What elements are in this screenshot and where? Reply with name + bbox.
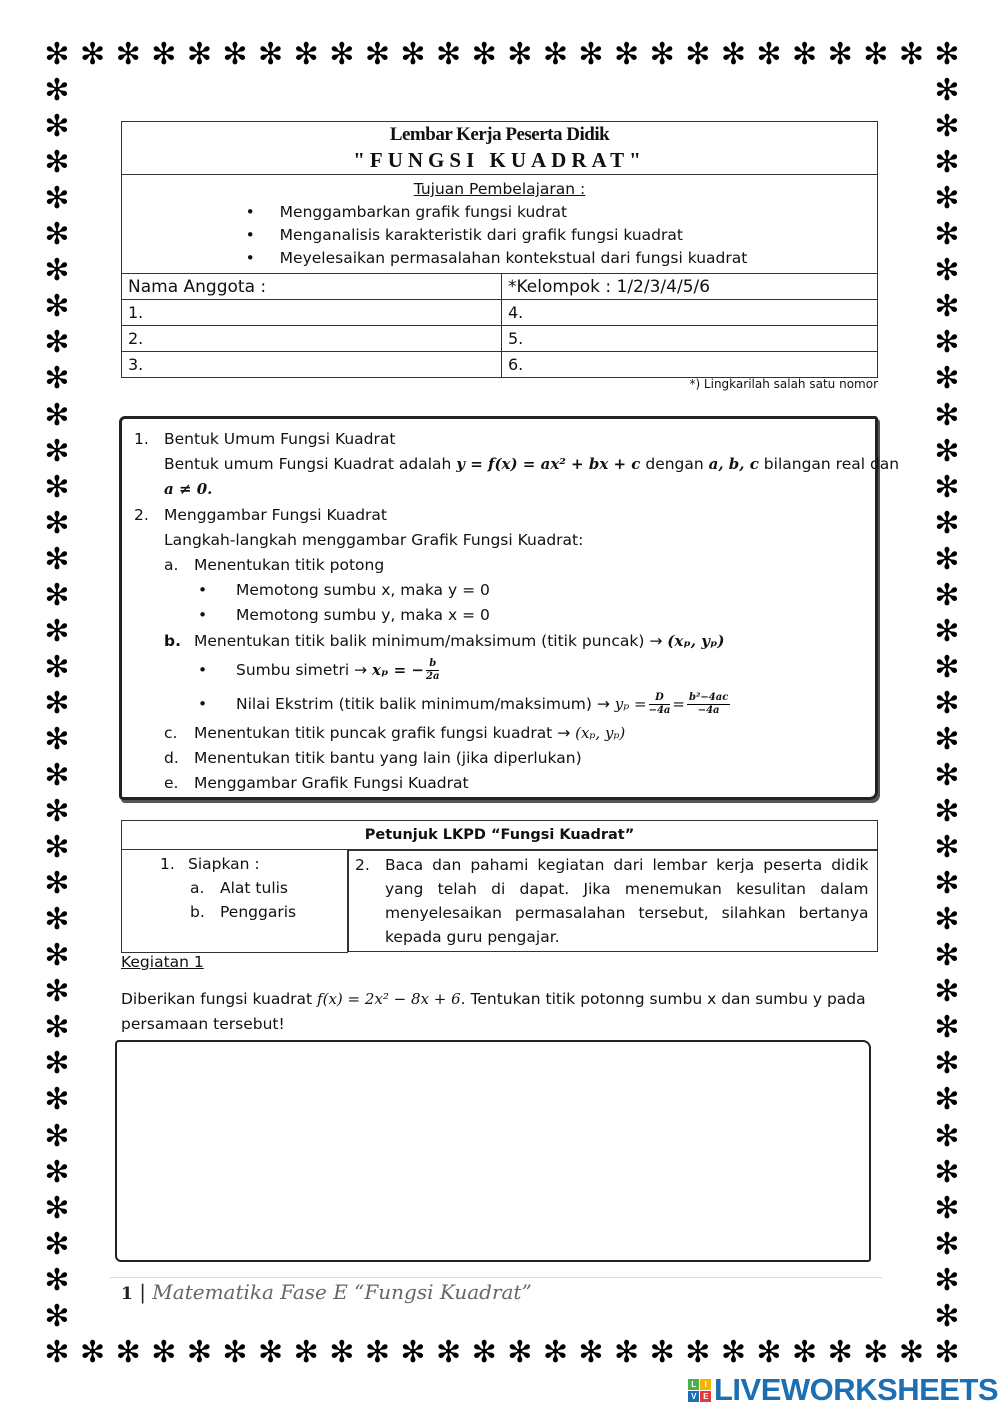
star-border-icon: ✻ xyxy=(934,325,960,361)
text: Bentuk umum Fungsi Kuadrat adalah xyxy=(164,455,457,474)
footer-text: Matematika Fase E “Fungsi Kuadrat” xyxy=(152,1280,532,1304)
star-border-icon: ✻ xyxy=(44,758,70,793)
instruction-text: Baca dan pahami kegiatan dari lembar kerja peserta didik yang telah di dapat. Jika menemukan kesulitan dalam menyelesaikan permasalahan tersebut, silahkan bertanya kepada guru pengajar. xyxy=(385,856,869,946)
star-border-icon: ✻ xyxy=(934,109,960,145)
star-border-icon: ✻ xyxy=(44,902,70,938)
star-border-icon: ✻ xyxy=(934,577,960,613)
star-border-icon: ✻ xyxy=(44,469,70,505)
star-border-icon: ✻ xyxy=(863,1335,889,1370)
star-border-icon: ✻ xyxy=(115,37,141,72)
bullet-text: Nilai Ekstrim (titik balik minimum/maksimum) → xyxy=(236,694,615,713)
star-border-icon: ✻ xyxy=(44,253,70,289)
fraction xyxy=(649,692,671,717)
star-border-icon: ✻ xyxy=(44,613,70,649)
step-text: Menentukan titik balik minimum/maksimum (titik puncak) → xyxy=(194,631,668,650)
star-border-icon: ✻ xyxy=(44,1118,70,1154)
star-border-icon: ✻ xyxy=(792,37,818,72)
star-border-icon: ✻ xyxy=(44,685,70,721)
star-border-icon: ✻ xyxy=(827,37,853,72)
member-field-3[interactable]: 3. xyxy=(122,352,502,378)
group-label: *Kelompok : 1/2/3/4/5/6 xyxy=(502,274,878,300)
star-border-icon: ✻ xyxy=(44,181,70,217)
star-border-icon: ✻ xyxy=(329,1335,355,1370)
star-border-icon: ✻ xyxy=(934,37,960,72)
star-border-icon: ✻ xyxy=(400,1335,426,1370)
material-box: 1. Bentuk Umum Fungsi Kuadrat Bentuk umum Fungsi Kuadrat adalah y = f(x) = ax² + bx + c dengan a, b, c bilangan real dan a ≠ 0. 2. Menggambar Fungsi Kuadrat Langkah-langkah menggambar Grafik Fungsi Kuadrat: a. Menentukan titik potong • Memotong sumbu x, maka y = 0 • Memotong sumbu y, maka x = 0 b. Menentukan titik balik minimum/maksimum (titik puncak) → (xₚ, yₚ) • Sumbu simetri → xₚ = − $\frac{b}{2a}$ • Nilai Ekstrim (titik balik minimum/maksimum) → yₚ = $\frac{D}{-4a}$ = $\frac{\text{b²−4ac}}{-4a}$ c. Menentukan titik puncak grafik fungsi kuadrat → (xₚ, yₚ) d. Menentukan titik bantu yang lain (jika diperlukan) e. Menggambar Grafik Fungsi Kuadrat xyxy=(119,416,878,800)
denominator: 2a xyxy=(425,670,440,682)
item-title: Siapkan : xyxy=(188,855,260,873)
star-border-icon: ✻ xyxy=(614,37,640,72)
item-number: 2. xyxy=(355,856,370,874)
step-letter: a. xyxy=(164,555,179,574)
star-border-icon: ✻ xyxy=(44,325,70,361)
answer-box[interactable] xyxy=(115,1040,871,1262)
step-text: Menggambar Grafik Fungsi Kuadrat xyxy=(194,774,469,793)
star-border-icon: ✻ xyxy=(44,1335,70,1370)
star-border-icon: ✻ xyxy=(44,974,70,1010)
star-border-icon: ✻ xyxy=(507,1335,533,1370)
variables: a, b, c xyxy=(708,455,759,474)
bullet-text: Memotong sumbu y, maka x = 0 xyxy=(236,606,490,625)
star-border-icon: ✻ xyxy=(934,613,960,649)
star-border-icon: ✻ xyxy=(44,1154,70,1190)
star-border-icon: ✻ xyxy=(934,1154,960,1190)
star-border-icon: ✻ xyxy=(44,938,70,974)
star-border-icon: ✻ xyxy=(507,37,533,72)
star-border-icon: ✻ xyxy=(685,1335,711,1370)
star-border-icon: ✻ xyxy=(934,1082,960,1118)
member-field-6[interactable]: 6. xyxy=(502,352,878,378)
numerator: D xyxy=(649,692,671,705)
star-border-icon: ✻ xyxy=(44,1082,70,1118)
logo-icon: L I V E xyxy=(688,1379,711,1402)
star-border-icon: ✻ xyxy=(934,253,960,289)
goals-title: Tujuan Pembelajaran : xyxy=(413,180,586,198)
section-number: 2. xyxy=(134,505,149,524)
star-border-icon: ✻ xyxy=(934,1118,960,1154)
star-border-icon: ✻ xyxy=(934,361,960,397)
star-border-icon: ✻ xyxy=(293,37,319,72)
step-letter: b. xyxy=(164,631,181,650)
star-border-icon: ✻ xyxy=(44,1010,70,1046)
star-border-icon: ✻ xyxy=(151,1335,177,1370)
star-border-icon: ✻ xyxy=(471,37,497,72)
star-border-icon: ✻ xyxy=(44,109,70,145)
star-border-icon: ✻ xyxy=(44,217,70,253)
star-border-icon: ✻ xyxy=(80,37,106,72)
star-border-icon: ✻ xyxy=(44,794,70,830)
star-border-icon: ✻ xyxy=(649,1335,675,1370)
star-border-icon: ✻ xyxy=(258,1335,284,1370)
star-border-icon: ✻ xyxy=(44,37,70,72)
item-number: 1. xyxy=(160,855,175,873)
star-border-icon: ✻ xyxy=(578,37,604,72)
star-border-icon: ✻ xyxy=(44,577,70,613)
instructions-table xyxy=(121,820,878,953)
vertex-point: (xₚ, yₚ) xyxy=(667,631,725,650)
numerator: b²−4ac xyxy=(689,691,729,703)
instructions-title: Petunjuk LKPD “Fungsi Kuadrat” xyxy=(122,821,878,850)
star-border-icon: ✻ xyxy=(186,1335,212,1370)
star-border-icon: ✻ xyxy=(44,73,70,109)
star-border-icon: ✻ xyxy=(44,361,70,397)
text: Diberikan fungsi kuadrat xyxy=(121,990,318,1008)
star-border-icon: ✻ xyxy=(649,37,675,72)
star-border-icon: ✻ xyxy=(934,1046,960,1082)
star-border-icon: ✻ xyxy=(934,1190,960,1226)
star-border-icon: ✻ xyxy=(934,649,960,685)
star-border-icon: ✻ xyxy=(934,938,960,974)
star-border-icon: ✻ xyxy=(44,866,70,902)
star-border-icon: ✻ xyxy=(934,1335,960,1370)
footnote: *) Lingkarilah salah satu nomor xyxy=(689,377,878,391)
star-border-icon: ✻ xyxy=(44,397,70,433)
page-number: 1 xyxy=(121,1284,133,1304)
star-border-icon: ✻ xyxy=(934,866,960,902)
item-text: Penggaris xyxy=(220,903,297,921)
text: . Tentukan titik potonng sumbu x dan sumbu y pada persamaan tersebut! xyxy=(121,990,866,1033)
star-border-icon: ✻ xyxy=(827,1335,853,1370)
goal-item: • Menggambarkan grafik fungsi kudrat xyxy=(252,201,748,224)
star-border-icon: ✻ xyxy=(934,685,960,721)
footer-divider xyxy=(110,1277,882,1278)
star-border-icon: ✻ xyxy=(44,145,70,181)
star-border-icon: ✻ xyxy=(934,289,960,325)
general-formula: y = f(x) = ax² + bx + c xyxy=(456,455,641,474)
star-border-icon: ✻ xyxy=(436,37,462,72)
star-border-icon: ✻ xyxy=(614,1335,640,1370)
star-border-icon: ✻ xyxy=(934,721,960,757)
star-border-icon: ✻ xyxy=(934,505,960,541)
step-letter: e. xyxy=(164,774,179,793)
item-text: Alat tulis xyxy=(220,879,289,897)
star-border-icon: ✻ xyxy=(934,830,960,866)
step-text: Menentukan titik potong xyxy=(194,555,385,574)
star-border-icon: ✻ xyxy=(720,1335,746,1370)
star-border-icon: ✻ xyxy=(364,37,390,72)
star-border-icon: ✻ xyxy=(329,37,355,72)
fraction xyxy=(426,658,439,683)
star-border-icon: ✻ xyxy=(934,433,960,469)
header-table xyxy=(121,121,878,378)
formula: yₚ = xyxy=(614,694,647,713)
star-border-icon: ✻ xyxy=(792,1335,818,1370)
star-border-icon: ✻ xyxy=(186,37,212,72)
star-border-icon: ✻ xyxy=(898,37,924,72)
star-border-icon: ✻ xyxy=(222,1335,248,1370)
item-letter: a. xyxy=(190,879,205,897)
star-border-icon: ✻ xyxy=(151,37,177,72)
star-border-icon: ✻ xyxy=(44,433,70,469)
members-label: Nama Anggota : xyxy=(122,274,502,300)
section-title: Bentuk Umum Fungsi Kuadrat xyxy=(164,430,396,448)
star-border-icon: ✻ xyxy=(80,1335,106,1370)
star-border-icon: ✻ xyxy=(756,37,782,72)
step-letter: c. xyxy=(164,723,178,742)
star-border-icon: ✻ xyxy=(222,37,248,72)
step-letter: d. xyxy=(164,748,179,767)
star-border-icon: ✻ xyxy=(934,145,960,181)
star-border-icon: ✻ xyxy=(720,37,746,72)
goal-item: • Menganalisis karakteristik dari grafik fungsi kuadrat xyxy=(252,224,748,247)
star-border-icon: ✻ xyxy=(44,721,70,757)
star-border-icon: ✻ xyxy=(115,1335,141,1370)
liveworksheets-logo xyxy=(688,1372,998,1408)
star-border-icon: ✻ xyxy=(934,181,960,217)
vertex-point: (xₚ, yₚ) xyxy=(575,723,626,742)
star-border-icon: ✻ xyxy=(44,505,70,541)
page-footer: 1 | Matematika Fase E “Fungsi Kuadrat” xyxy=(121,1280,532,1304)
steps-intro: Langkah-langkah menggambar Grafik Fungsi Kuadrat: xyxy=(164,530,584,549)
star-border-icon: ✻ xyxy=(685,37,711,72)
star-border-icon: ✻ xyxy=(934,1298,960,1334)
section-number: 1. xyxy=(134,430,149,448)
worksheet-title: Lembar Kerja Peserta Didik xyxy=(389,124,610,145)
star-border-icon: ✻ xyxy=(756,1335,782,1370)
star-border-icon: ✻ xyxy=(44,830,70,866)
worksheet-subtitle: "FUNGSI KUADRAT" xyxy=(353,148,646,172)
text: bilangan real dan xyxy=(758,455,900,474)
star-border-icon: ✻ xyxy=(364,1335,390,1370)
star-border-icon: ✻ xyxy=(934,974,960,1010)
condition: a ≠ 0. xyxy=(164,480,213,499)
star-border-icon: ✻ xyxy=(934,73,960,109)
star-border-icon: ✻ xyxy=(934,1010,960,1046)
section-title: Menggambar Fungsi Kuadrat xyxy=(164,505,388,524)
star-border-icon: ✻ xyxy=(44,1262,70,1298)
bullet-text: Sumbu simetri → xyxy=(236,660,372,679)
star-border-icon: ✻ xyxy=(44,1190,70,1226)
star-border-icon: ✻ xyxy=(400,37,426,72)
star-border-icon: ✻ xyxy=(934,1226,960,1262)
bullet-text: Memotong sumbu x, maka y = 0 xyxy=(236,581,490,600)
logo-text: LIVEWORKSHEETS xyxy=(714,1372,999,1407)
star-border-icon: ✻ xyxy=(293,1335,319,1370)
star-border-icon: ✻ xyxy=(934,541,960,577)
star-border-icon: ✻ xyxy=(44,649,70,685)
activity-formula: f(x) = 2x² − 8x + 6 xyxy=(317,990,461,1008)
star-border-icon: ✻ xyxy=(258,37,284,72)
step-text: Menentukan titik puncak grafik fungsi kuadrat → xyxy=(194,723,576,742)
star-border-icon: ✻ xyxy=(542,1335,568,1370)
goals-list xyxy=(252,201,748,270)
activity-text xyxy=(121,987,871,1037)
goal-item: • Meyelesaikan permasalahan kontekstual dari fungsi kuadrat xyxy=(252,247,748,270)
text: dengan xyxy=(640,455,709,474)
activity-title: Kegiatan 1 xyxy=(121,953,204,971)
star-border-icon: ✻ xyxy=(934,902,960,938)
star-border-icon: ✻ xyxy=(578,1335,604,1370)
star-border-icon: ✻ xyxy=(934,397,960,433)
member-field-4[interactable]: 4. xyxy=(502,300,878,326)
star-border-icon: ✻ xyxy=(934,794,960,830)
star-border-icon: ✻ xyxy=(863,37,889,72)
equals: = xyxy=(672,694,685,713)
denominator: −4a xyxy=(648,704,671,716)
star-border-icon: ✻ xyxy=(44,541,70,577)
star-border-icon: ✻ xyxy=(44,289,70,325)
star-border-icon: ✻ xyxy=(898,1335,924,1370)
member-field-5[interactable]: 5. xyxy=(502,326,878,352)
star-border-icon: ✻ xyxy=(44,1046,70,1082)
star-border-icon: ✻ xyxy=(934,217,960,253)
item-letter: b. xyxy=(190,903,205,921)
numerator: b xyxy=(426,658,439,671)
star-border-icon: ✻ xyxy=(436,1335,462,1370)
denominator: −4a xyxy=(697,704,720,716)
member-field-2[interactable]: 2. xyxy=(122,326,502,352)
star-border-icon: ✻ xyxy=(471,1335,497,1370)
star-border-icon: ✻ xyxy=(934,758,960,793)
star-border-icon: ✻ xyxy=(934,469,960,505)
star-border-icon: ✻ xyxy=(934,1262,960,1298)
fraction xyxy=(687,692,730,717)
star-border-icon: ✻ xyxy=(44,1226,70,1262)
step-text: Menentukan titik bantu yang lain (jika diperlukan) xyxy=(194,748,582,767)
star-border-icon: ✻ xyxy=(542,37,568,72)
formula: xₚ = − xyxy=(371,660,424,679)
member-field-1[interactable]: 1. xyxy=(122,300,502,326)
star-border-icon: ✻ xyxy=(44,1298,70,1334)
